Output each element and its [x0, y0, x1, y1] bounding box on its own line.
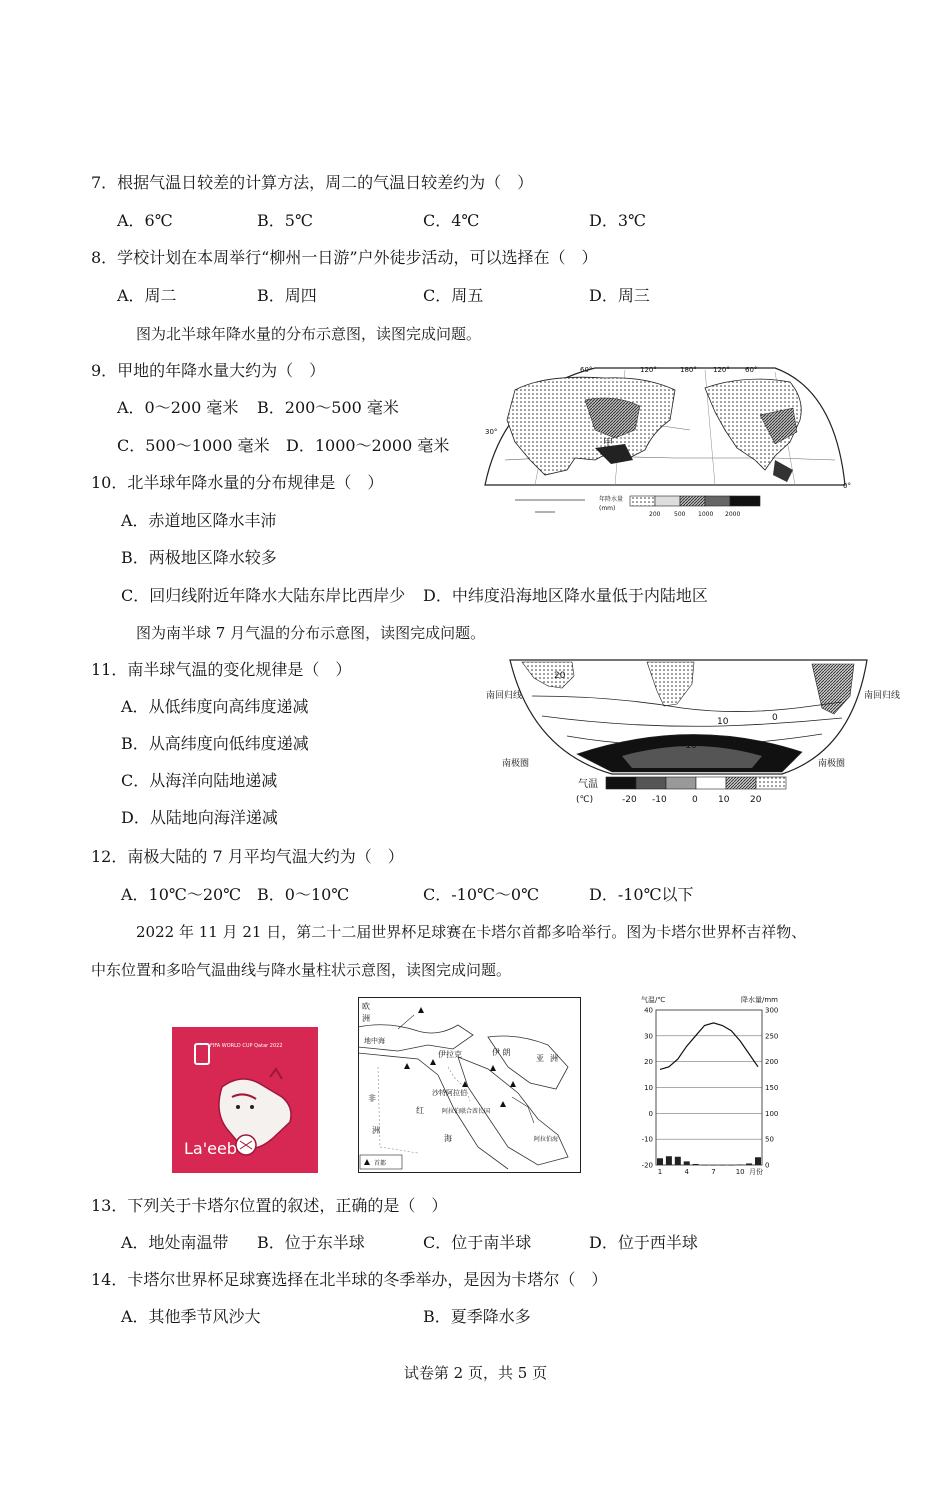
q14-option-a[interactable]: A．其他季节风沙大 — [121, 1307, 261, 1326]
q7-option-c[interactable]: C．4℃ — [423, 211, 480, 230]
map1-legend-tick: 1000 — [698, 511, 714, 518]
map2-left-circle: 南极圈 — [502, 759, 530, 769]
q9-option-a[interactable]: A．0～200 毫米 — [117, 398, 239, 417]
map1-eq-label: 0° — [843, 482, 851, 490]
intro-temperature-map: 图为南半球 7 月气温的分布示意图，读图完成问题。 — [136, 624, 486, 642]
q11-option-c[interactable]: C．从海洋向陆地递减 — [121, 771, 278, 790]
left-tick-label: 0 — [648, 1109, 653, 1118]
right-tick-label: 150 — [765, 1084, 779, 1092]
question-10-stem: 10．北半球年降水量的分布规律是（ ） — [91, 473, 384, 492]
q8-option-d[interactable]: D．周三 — [589, 286, 650, 305]
mascot-brand: FIFA WORLD CUP Qatar 2022 — [210, 1043, 283, 1049]
q8-option-b[interactable]: B．周四 — [257, 286, 317, 305]
mascot-image — [172, 1027, 318, 1173]
x-tick-label: 10 — [735, 1168, 745, 1176]
question-13-stem: 13．下列关于卡塔尔位置的叙述，正确的是（ ） — [91, 1196, 448, 1215]
map-label-red-sea-2: 海 — [444, 1134, 452, 1143]
precip-bar — [710, 1165, 716, 1166]
fifa-trophy-icon — [194, 1043, 210, 1065]
map-label-europe-2: 洲 — [362, 1014, 370, 1023]
precip-bar — [657, 1158, 663, 1165]
q9-option-b[interactable]: B．200～500 毫米 — [257, 398, 399, 417]
map-label-europe-1: 欧 — [362, 1002, 370, 1011]
question-11-stem: 11．南半球气温的变化规律是（ ） — [91, 660, 352, 679]
map1-legend-title: 年降水量 — [599, 496, 624, 503]
map2-right-label: 南回归线 — [864, 691, 901, 701]
left-tick-label: -20 — [641, 1161, 653, 1170]
map1-top-label: 120° — [713, 366, 730, 374]
q12-option-b[interactable]: B．0～10℃ — [257, 885, 350, 904]
map1-top-label: 120° — [640, 366, 657, 374]
q13-option-c[interactable]: C．位于南半球 — [423, 1233, 532, 1252]
q12-option-a[interactable]: A．10℃～20℃ — [121, 885, 242, 904]
q8-option-c[interactable]: C．周五 — [423, 286, 484, 305]
left-tick-label: -10 — [641, 1135, 653, 1144]
page-footer: 试卷第 2 页，共 5 页 — [403, 1364, 548, 1382]
right-tick-label: 250 — [765, 1032, 779, 1041]
q11-option-a[interactable]: A．从低纬度向高纬度递减 — [121, 697, 309, 716]
map-label-arabian-sea: 阿拉伯海 — [534, 1136, 559, 1143]
q10-option-d[interactable]: D．中纬度沿海地区降水量低于内陆地区 — [423, 586, 708, 605]
intro-qatar-line2: 中东位置和多哈气温曲线与降水量柱状示意图，读图完成问题。 — [91, 961, 512, 979]
mascot-name: La'eeb — [184, 1139, 237, 1158]
map-label-asia-1: 亚 — [536, 1054, 544, 1063]
right-tick-label: 50 — [765, 1135, 774, 1144]
q13-option-a[interactable]: A．地处南温带 — [121, 1233, 229, 1252]
map1-legend-tick: 200 — [649, 511, 661, 518]
left-tick-label: 10 — [644, 1084, 653, 1092]
left-tick-label: 40 — [644, 1006, 653, 1015]
map-label-africa-2: 洲 — [372, 1126, 380, 1135]
climate-left-unit: 气温/℃ — [641, 996, 666, 1004]
map1-lat-label: 30° — [485, 428, 498, 436]
map2-legend-tick: 0 — [692, 795, 698, 805]
precip-bar — [666, 1156, 672, 1165]
map-label-iran: 伊 朗 — [492, 1048, 511, 1057]
q11-option-b[interactable]: B．从高纬度向低纬度递减 — [121, 734, 309, 753]
right-tick-label: 100 — [765, 1109, 779, 1118]
precip-bar — [737, 1164, 743, 1165]
q9-option-d[interactable]: D．1000～2000 毫米 — [286, 436, 450, 455]
q8-option-a[interactable]: A．周二 — [117, 286, 177, 305]
precip-bar — [728, 1165, 734, 1166]
map-label-africa-1: 非 — [368, 1094, 376, 1103]
question-8-stem: 8．学校计划在本周举行“柳州一日游”户外徒步活动，可以选择在（ ） — [91, 248, 598, 267]
question-12-stem: 12．南极大陆的 7 月平均气温大约为（ ） — [91, 847, 404, 866]
left-tick-label: 30 — [644, 1032, 653, 1041]
map2-legend-tick: 10 — [718, 795, 730, 805]
map-label-mediterranean: 地中海 — [364, 1037, 385, 1045]
map2-legend-tick: 20 — [750, 795, 762, 805]
map-label-iraq: 伊拉克 — [438, 1050, 462, 1059]
q7-option-b[interactable]: B．5℃ — [257, 211, 313, 230]
map1-legend-tick: 2000 — [725, 511, 741, 518]
q10-option-b[interactable]: B．两极地区降水较多 — [121, 548, 277, 567]
q10-option-c[interactable]: C．回归线附近年降水大陆东岸比西岸少 — [121, 586, 406, 605]
left-tick-label: 20 — [644, 1058, 653, 1067]
q12-option-c[interactable]: C．-10℃～0℃ — [423, 885, 539, 904]
x-tick-label: 4 — [684, 1168, 689, 1176]
map2-right-circle: 南极圈 — [818, 759, 846, 769]
map2-left-label: 南回归线 — [486, 691, 523, 701]
precip-bar — [693, 1164, 699, 1165]
map-label-saudi-arabia: 沙特阿拉伯 — [432, 1089, 467, 1097]
map1-top-label: 60° — [745, 366, 758, 374]
map-label-uae: 阿拉伯联合酋长国 — [442, 1108, 491, 1115]
q14-option-b[interactable]: B．夏季降水多 — [423, 1307, 531, 1326]
x-tick-label: 1 — [657, 1168, 663, 1176]
isotherm-label: 0 — [772, 713, 778, 723]
q7-option-a[interactable]: A．6℃ — [117, 211, 173, 230]
right-tick-label: 300 — [765, 1006, 779, 1015]
question-9-stem: 9．甲地的年降水量大约为（ ） — [91, 361, 326, 380]
x-tick-label: 7 — [711, 1168, 716, 1176]
precip-bar — [755, 1157, 761, 1165]
temperature-map — [482, 656, 901, 811]
precip-bar — [746, 1163, 752, 1165]
climate-right-unit: 降水量/mm — [741, 996, 778, 1004]
precip-bar — [719, 1165, 725, 1166]
isotherm-label: 10 — [717, 717, 729, 727]
right-tick-label: 200 — [765, 1058, 779, 1067]
q12-option-d[interactable]: D．-10℃以下 — [589, 885, 694, 904]
map2-legend-tick: -20 — [622, 795, 637, 805]
map-label-red-sea-1: 红 — [416, 1106, 424, 1115]
q13-option-d[interactable]: D．位于西半球 — [589, 1233, 698, 1252]
climate-chart — [623, 992, 788, 1180]
isotherm-label: 20 — [554, 671, 566, 681]
precipitation-map — [475, 360, 855, 520]
map2-legend-title: 气温 — [578, 779, 598, 790]
question-7-stem: 7．根据气温日较差的计算方法，周二的气温日较差约为（ ） — [91, 173, 534, 192]
right-tick-label: 0 — [765, 1161, 770, 1170]
map-legend-capital: 首都 — [374, 1160, 387, 1167]
map1-legend-unit: (mm) — [599, 505, 616, 512]
q11-option-d[interactable]: D．从陆地向海洋递减 — [121, 808, 278, 827]
middle-east-map — [358, 997, 581, 1173]
precip-bar — [675, 1157, 681, 1165]
intro-qatar-line1: 2022 年 11 月 21 日，第二十二届世界杯足球赛在卡塔尔首都多哈举行。图为卡塔尔世界杯吉祥物、 — [136, 923, 807, 941]
jia-label: 甲 — [603, 438, 613, 449]
map1-top-label: 60° — [580, 366, 593, 374]
question-14-stem: 14．卡塔尔世界杯足球赛选择在北半球的冬季举办，是因为卡塔尔（ ） — [91, 1270, 608, 1289]
q7-option-d[interactable]: D．3℃ — [589, 211, 646, 230]
precip-bar — [684, 1161, 690, 1165]
isotherm-label: -10 — [682, 741, 697, 751]
q9-option-c[interactable]: C．500～1000 毫米 — [117, 436, 270, 455]
map2-legend-unit: (℃) — [576, 795, 594, 805]
map1-top-label: 180° — [680, 366, 697, 374]
intro-precipitation-map: 图为北半球年降水量的分布示意图，读图完成问题。 — [136, 325, 482, 343]
map-label-asia-2: 洲 — [550, 1054, 558, 1063]
q13-option-b[interactable]: B．位于东半球 — [257, 1233, 365, 1252]
map1-legend-tick: 500 — [674, 511, 686, 518]
q10-option-a[interactable]: A．赤道地区降水丰沛 — [121, 511, 277, 530]
precip-bar — [702, 1165, 708, 1166]
x-axis-label: 月份 — [749, 1168, 763, 1176]
map2-legend-tick: -10 — [652, 795, 667, 805]
